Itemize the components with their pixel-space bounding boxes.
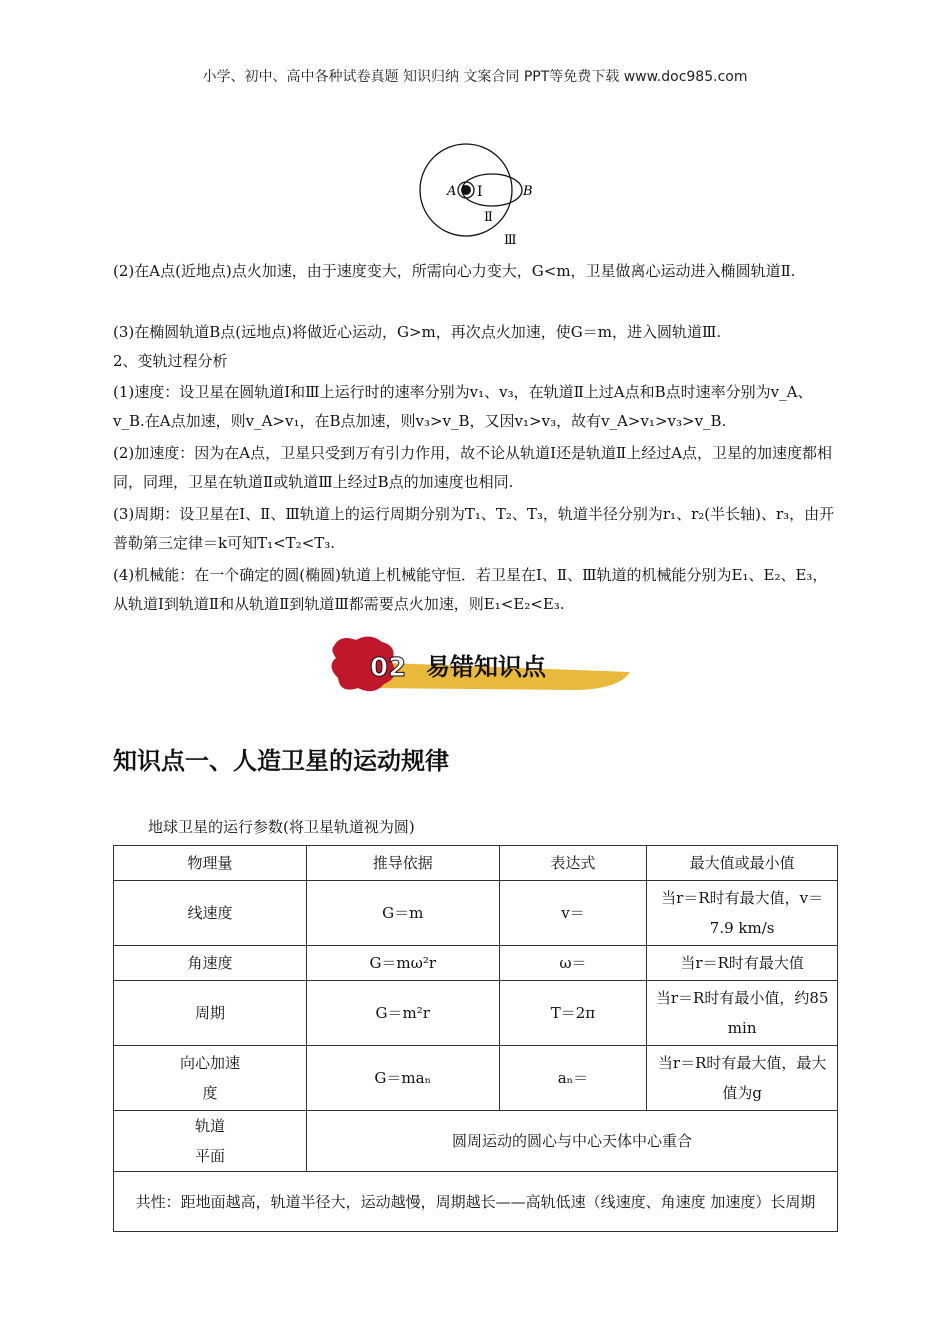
table-header-row [114, 846, 838, 881]
cell-basis: G＝maₙ [306, 1046, 499, 1111]
paragraph-period: (3)周期：设卫星在Ⅰ、Ⅱ、Ⅲ轨道上的运行周期分别为T₁、T₂、T₃，轨道半径分别为r₁、r₂(半长轴)、r₃，由开普勒第三定律＝k可知T₁<T₂<T₃. [113, 505, 835, 552]
label-1: Ⅰ [477, 184, 483, 200]
cell-quantity: 周期 [114, 981, 307, 1046]
paragraph-speed: (1)速度：设卫星在圆轨道Ⅰ和Ⅲ上运行时的速率分别为v₁、v₃，在轨道Ⅱ上过A点和B点时速率分别为v_A、v_B.在A点加速，则v_A>v₁，在B点加速，则v₃>v_B，又因v₁>v₃，故有v_A>v₁>v₃>v_B. [113, 383, 813, 430]
cell-basis: G＝m²r [306, 981, 499, 1046]
cell-extreme: 当r＝R时有最大值，v＝7.9 km/s [647, 881, 838, 946]
page-header: 小学、初中、高中各种试卷真题 知识归纳 文案合同 PPT等免费下载 www.doc985.com [202, 69, 748, 85]
table-row [114, 946, 838, 981]
cell-orbit-plane-label: 轨道平面 [114, 1111, 307, 1172]
cell-quantity: 向心加速度 [114, 1046, 307, 1111]
banner-number: 02 [370, 653, 407, 683]
subheading-orbit-change: 2、变轨过程分析 [113, 352, 228, 370]
table-caption: 地球卫星的运行参数(将卫星轨道视为圆) [148, 818, 415, 836]
header-expression: 表达式 [499, 846, 647, 881]
section-banner [330, 632, 630, 696]
table-row-orbit-plane [114, 1111, 838, 1172]
label-b: B [523, 184, 533, 199]
earth-dot [461, 185, 471, 195]
cell-expression: aₙ＝ [499, 1046, 647, 1111]
section-title: 知识点一、人造卫星的运动规律 [113, 747, 449, 775]
header-extreme: 最大值或最小值 [647, 846, 838, 881]
paragraph-3: (3)在椭圆轨道B点(远地点)将做近心运动，G>m，再次点火加速，使G＝m，进入圆轨道Ⅲ. [113, 323, 722, 341]
cell-expression: T＝2π [499, 981, 647, 1046]
cell-expression: v＝ [499, 881, 647, 946]
cell-quantity: 角速度 [114, 946, 307, 981]
cell-extreme: 当r＝R时有最小值，约85 min [647, 981, 838, 1046]
paragraph-energy: (4)机械能：在一个确定的圆(椭圆)轨道上机械能守恒．若卫星在Ⅰ、Ⅱ、Ⅲ轨道的机械能分别为E₁、E₂、E₃，从轨道Ⅰ到轨道Ⅱ和从轨道Ⅱ到轨道Ⅲ都需要点火加速，则E₁<E₂<E₃. [113, 566, 828, 613]
table-row [114, 1046, 838, 1111]
cell-basis: G＝mω²r [306, 946, 499, 981]
paragraph-acceleration: (2)加速度：因为在A点，卫星只受到万有引力作用，故不论从轨道Ⅰ还是轨道Ⅱ上经过A点，卫星的加速度都相同，同理，卫星在轨道Ⅱ或轨道Ⅲ上经过B点的加速度也相同. [113, 444, 833, 491]
cell-basis: G＝m [306, 881, 499, 946]
cell-quantity: 线速度 [114, 881, 307, 946]
cell-extreme: 当r＝R时有最大值 [647, 946, 838, 981]
orbit-diagram [414, 140, 544, 250]
header-quantity: 物理量 [114, 846, 307, 881]
label-2: Ⅱ [484, 210, 493, 225]
label-3: Ⅲ [504, 233, 517, 248]
banner-title: 易错知识点 [426, 653, 546, 681]
table-footer-row [114, 1172, 838, 1232]
cell-orbit-plane-value: 圆周运动的圆心与中心天体中心重合 [306, 1111, 837, 1172]
table-row [114, 981, 838, 1046]
table-row [114, 881, 838, 946]
satellite-params-table [113, 845, 838, 1232]
header-basis: 推导依据 [306, 846, 499, 881]
cell-expression: ω＝ [499, 946, 647, 981]
paragraph-2: (2)在A点(近地点)点火加速，由于速度变大，所需向心力变大，G<m，卫星做离心运动进入椭圆轨道Ⅱ. [113, 262, 796, 280]
cell-common-note: 共性：距地面越高，轨道半径大，运动越慢，周期越长——高轨低速（线速度、角速度 加速度）长周期 [114, 1172, 838, 1232]
label-a: A [447, 184, 457, 199]
cell-extreme: 当r＝R时有最大值，最大值为g [647, 1046, 838, 1111]
